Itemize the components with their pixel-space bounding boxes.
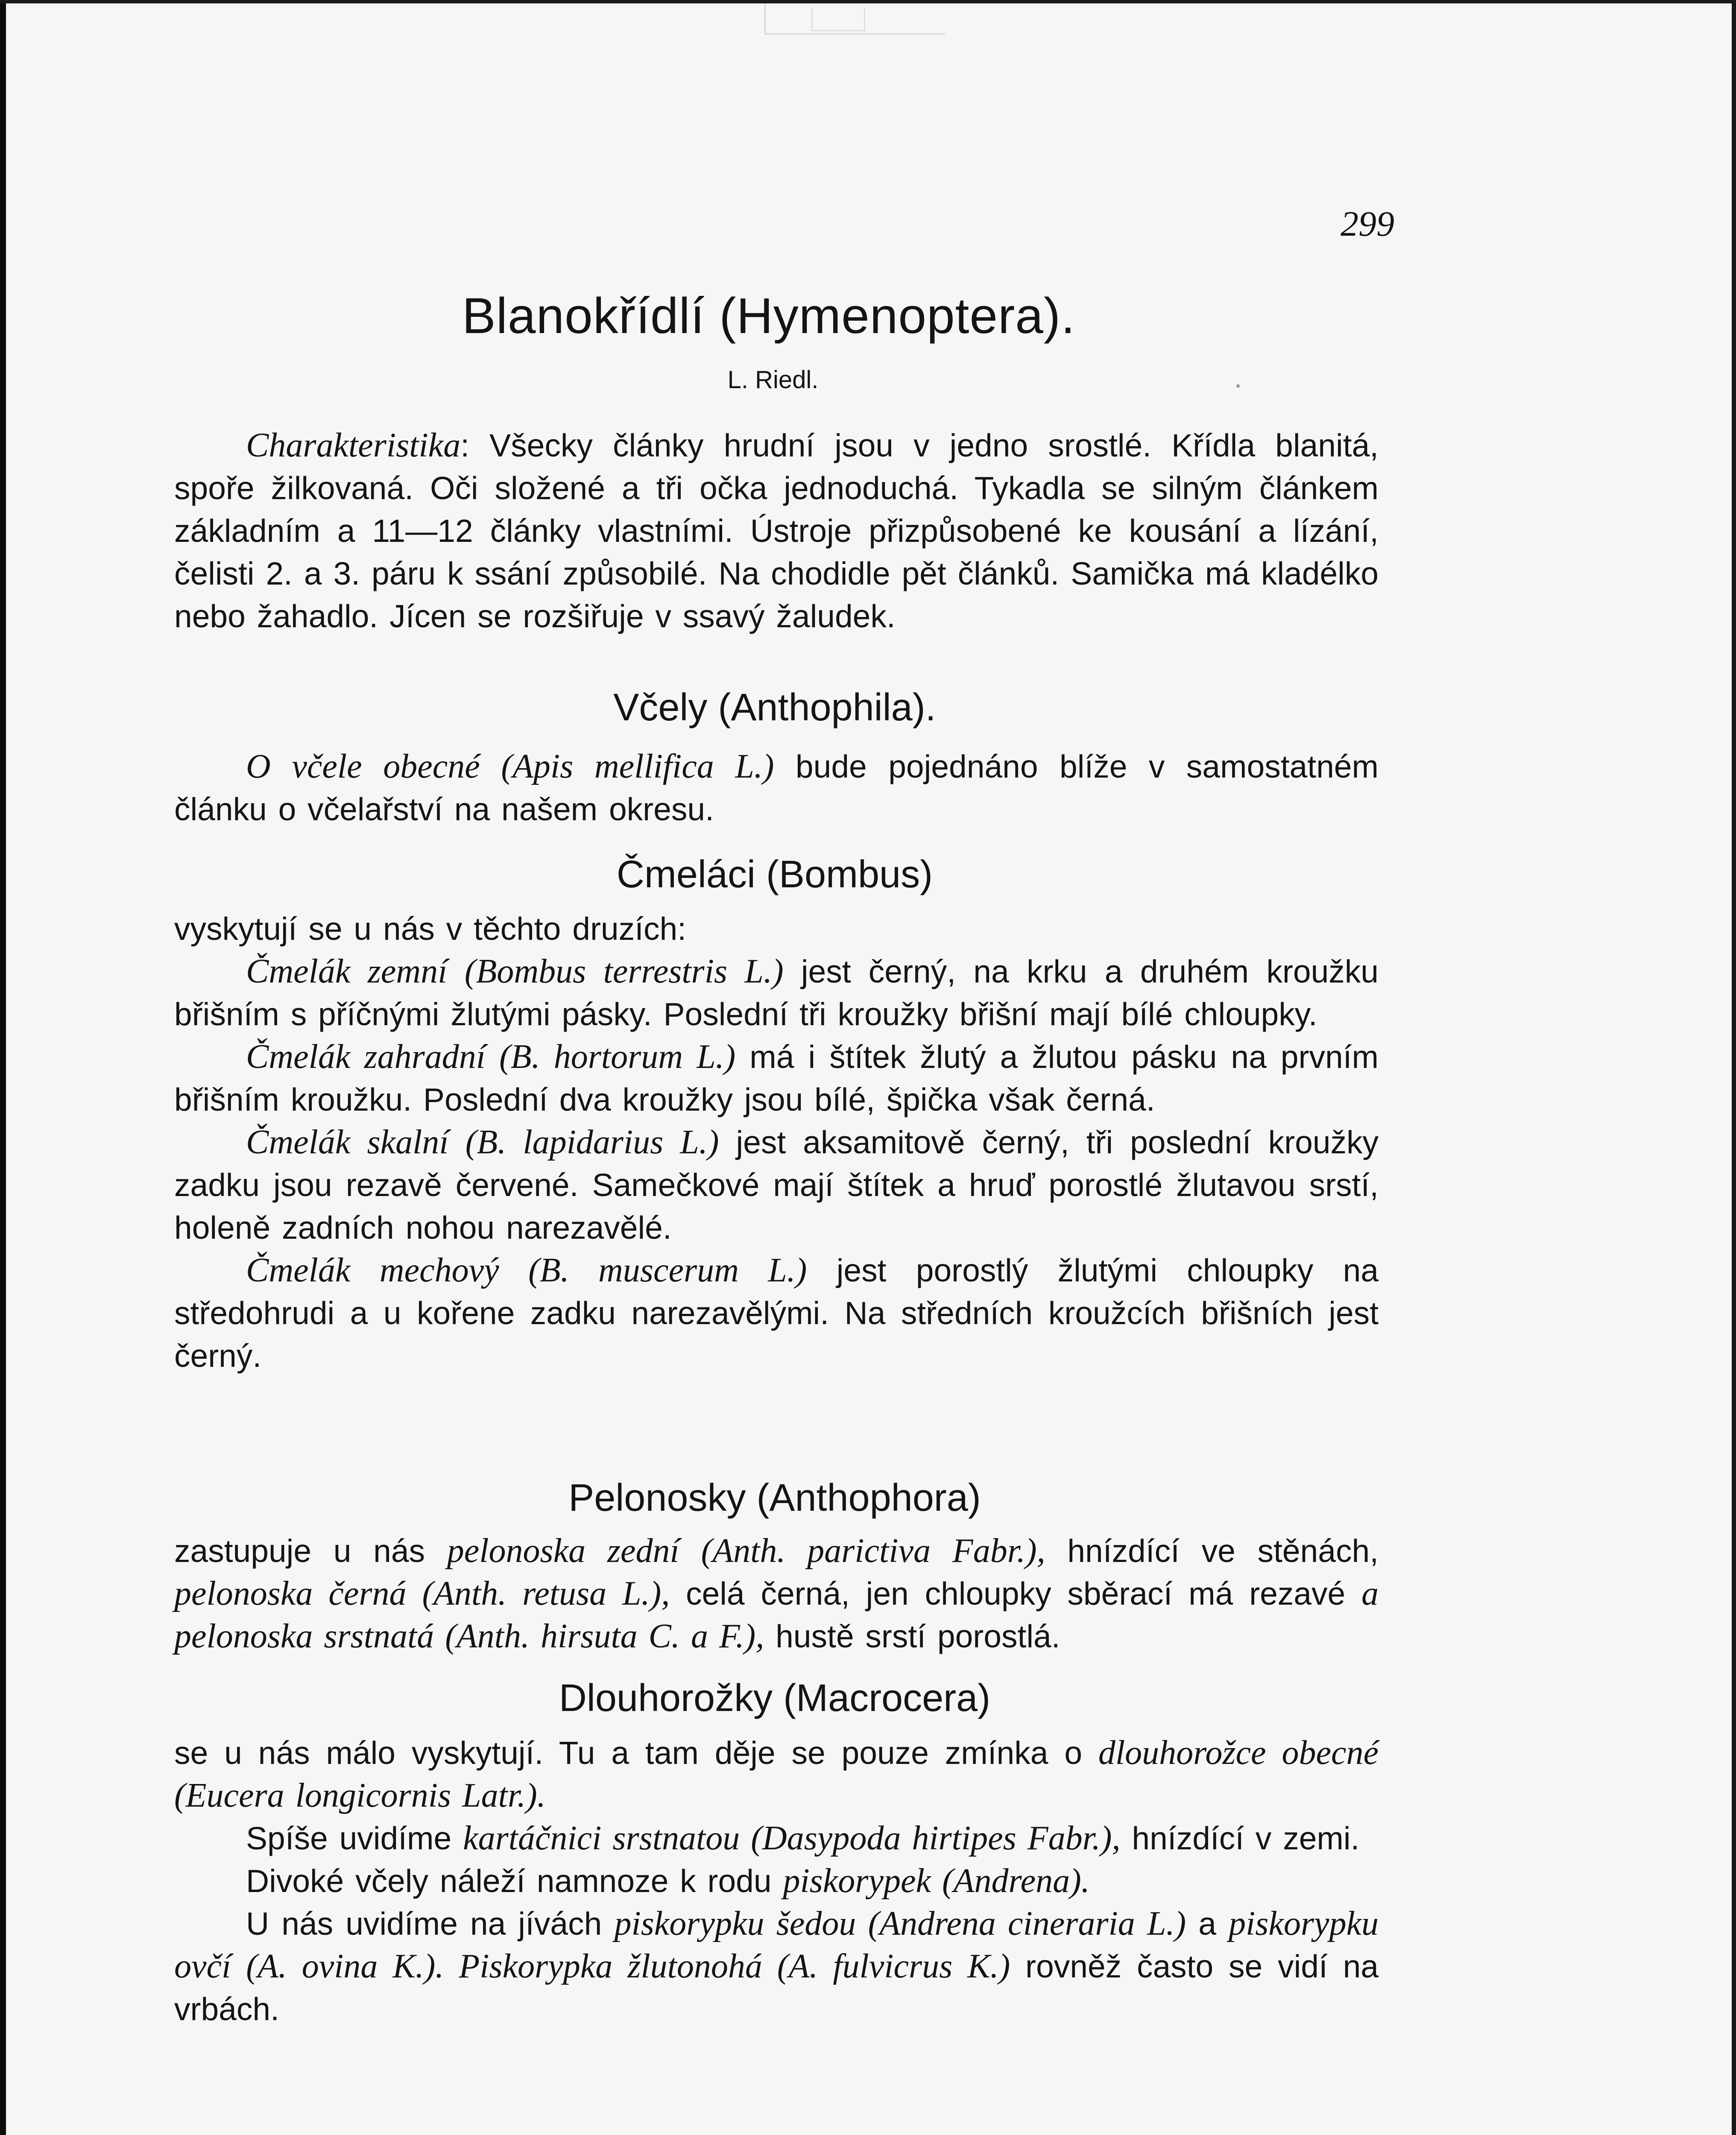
pelonosky-paragraph xyxy=(174,1530,1379,1662)
dlouhorozky-text: Spíše uvidíme xyxy=(246,1820,463,1856)
characteristics-colon: : xyxy=(460,427,470,463)
species-name: Čmelák zemní (Bombus terrestris L.) xyxy=(246,953,784,990)
pelonosky-text: hustě srstí porostlá. xyxy=(764,1618,1060,1654)
dlouhorozky-text: a xyxy=(1186,1906,1229,1942)
heading-dlouhorozky: Dlouhorožky (Macrocera) xyxy=(559,1677,991,1720)
page-number: 299 xyxy=(1341,204,1394,244)
heading-pelonosky: Pelonosky (Anthophora) xyxy=(568,1477,981,1519)
species-text: jest aksamitově černý, tři poslední kroužky zadku jsou rezavě červené. Samečkové mají štítek a hruď porostlé žlutavou srstí, holeně zadních nohou narezavělé. xyxy=(174,1124,1379,1246)
species-paragraph xyxy=(174,1121,1379,1249)
species-name: pelonoska černá (Anth. retusa L.), xyxy=(174,1575,670,1612)
species-paragraph xyxy=(174,1035,1379,1121)
article-title: Blanokřídlí (Hymenoptera). xyxy=(462,288,1075,344)
heading-cmelaci: Čmeláci (Bombus) xyxy=(616,853,933,896)
heading-vcely: Včely (Anthophila). xyxy=(613,686,936,729)
species-name: piskorypku ovčí (A. ovina K.). Piskorypka žlutonohá (A. fulvicrus K.) xyxy=(174,1905,1379,1985)
article-author: L. Riedl. xyxy=(727,366,819,394)
species-name: kartáčnici srstnatou (Dasypoda hirtipes Fabr.), xyxy=(463,1819,1121,1857)
bees-paragraph xyxy=(174,745,1379,835)
species-name: piskorypek (Andrena). xyxy=(783,1862,1090,1900)
species-name: pelonoska zední (Anth. parictiva Fabr.), xyxy=(447,1532,1045,1570)
characteristics-label: Charakteristika xyxy=(246,427,461,464)
dlouhorozky-text: hnízdící v zemi. xyxy=(1120,1820,1360,1856)
dlouhorozky-text: Divoké včely náleží namnoze k rodu xyxy=(246,1863,783,1899)
species-name: Čmelák zahradní (B. hortorum L.) xyxy=(246,1038,736,1076)
scan-border-top xyxy=(0,0,1736,3)
species-paragraph xyxy=(174,1249,1379,1377)
pelonosky-text: hnízdící ve stěnách, xyxy=(1045,1533,1379,1569)
scan-border-right xyxy=(1732,0,1736,2135)
dlouhorozky-text: U nás uvidíme na jívách xyxy=(246,1906,615,1942)
species-text: jest černý, na krku a druhém kroužku břišním s příčnými žlutými pásky. Poslední tři kroužky břišní mají bílé chloupky. xyxy=(174,953,1379,1032)
pelonosky-text: zastupuje u nás xyxy=(174,1533,447,1569)
species-text: má i štítek žlutý a žlutou pásku na prvním břišním kroužku. Poslední dva kroužky jsou bílé, špička však černá. xyxy=(174,1039,1379,1117)
dlouhorozky-text: se u nás málo vyskytují. Tu a tam děje se pouze zmínka o xyxy=(174,1735,1098,1771)
species-name: dlouhorožce obecné (Eucera longicornis Latr.). xyxy=(174,1734,1379,1814)
faint-stamp-mark-inner xyxy=(811,9,865,31)
characteristics-text: Všecky články hrudní jsou v jedno srostlé. Křídla blanitá, spoře žilkovaná. Oči složené a tři očka jednoduchá. Tykadla se silným článkem základním a 11—12 články vlastními. Ústroje přizpůsobené ke kousání a lízání, čelisti 2. a 3. páru k ssání způsobilé. Na chodidle pět článků. Samička má kladélko nebo žahadlo. Jícen se rozšiřuje v ssavý žaludek. xyxy=(174,427,1379,634)
species-name: a pelonoska srstnatá (Anth. hirsuta C. a F.), xyxy=(174,1575,1379,1655)
species-name: piskorypku šedou (Andrena cineraria L.) xyxy=(614,1905,1186,1942)
species-name: Čmelák mechový (B. muscerum L.) xyxy=(246,1252,807,1289)
species-text: jest porostlý žlutými chloupky na středohrudi a u kořene zadku narezavělými. Na středních kroužcích břišních jest černý. xyxy=(174,1252,1379,1374)
scan-speck xyxy=(1236,384,1240,388)
bees-species-name: O včele obecné (Apis mellifica L.) xyxy=(246,748,774,785)
bumblebees-intro: vyskytují se u nás v těchto druzích: xyxy=(174,911,687,947)
dlouhorozky-section xyxy=(174,1731,1379,2116)
pelonosky-text: celá černá, jen chloupky sběrací má rezavé xyxy=(670,1576,1362,1611)
characteristics-paragraph xyxy=(174,424,1379,684)
bees-text: bude pojednáno blíže v samostatném článku o včelařství na našem okresu. xyxy=(174,749,1379,827)
bumblebees-section xyxy=(174,907,1379,1480)
species-name: Čmelák skalní (B. lapidarius L.) xyxy=(246,1123,719,1161)
species-paragraph xyxy=(174,950,1379,1035)
dlouhorozky-text: rovněž často se vidí na vrbách. xyxy=(174,1948,1379,2027)
